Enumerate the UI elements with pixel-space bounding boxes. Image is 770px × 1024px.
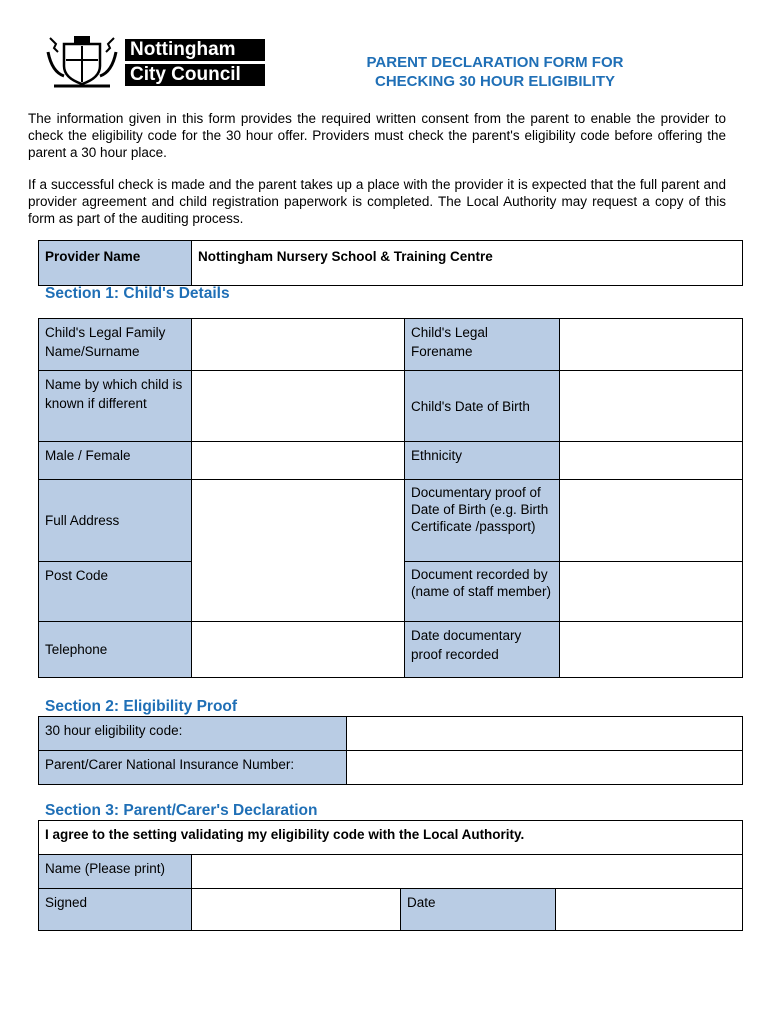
section-3-heading: Section 3: Parent/Carer's Declaration [45, 802, 318, 819]
logo-line-1: Nottingham [125, 39, 265, 61]
signed-label: Signed [39, 889, 192, 931]
telephone-label: Telephone [39, 622, 192, 678]
eligibility-code-label: 30 hour eligibility code: [39, 717, 347, 751]
print-name-label: Name (Please print) [39, 855, 192, 889]
ni-number-field[interactable] [347, 751, 743, 785]
eligibility-code-field[interactable] [347, 717, 743, 751]
signature-field[interactable] [192, 889, 401, 931]
address-field[interactable] [192, 480, 405, 622]
title-line-2: CHECKING 30 HOUR ELIGIBILITY [374, 73, 616, 90]
print-name-field[interactable] [192, 855, 743, 889]
logo-line-2: City Council [125, 64, 265, 86]
page-header [0, 0, 770, 100]
provider-table [38, 240, 743, 286]
date-field[interactable] [556, 889, 743, 931]
doc-recorded-field[interactable] [560, 562, 743, 622]
forename-label: Child's Legal Forename [405, 319, 560, 371]
page-title [305, 53, 685, 91]
gender-label: Male / Female [39, 442, 192, 480]
dob-label: Child's Date of Birth [405, 371, 560, 442]
doc-proof-label: Documentary proof of Date of Birth (e.g. Birth Certificate /passport) [405, 480, 560, 562]
provider-name-value[interactable]: Nottingham Nursery School & Training Centre [192, 241, 743, 286]
ni-number-label: Parent/Carer National Insurance Number: [39, 751, 347, 785]
postcode-label: Post Code [39, 562, 192, 622]
date-label: Date [401, 889, 556, 931]
title-line-1: PARENT DECLARATION FORM FOR [366, 54, 624, 71]
child-details-table [38, 318, 743, 678]
intro-paragraph-1: The information given in this form provides the required written consent from the parent to enable the provider to check the eligibility code for the 30 hour offer. Providers must check the parent's eligibility code before offering the parent a 30 hour place. [28, 111, 726, 160]
date-recorded-field[interactable] [560, 622, 743, 678]
declaration-table [38, 820, 743, 931]
ethnicity-field[interactable] [560, 442, 743, 480]
gender-field[interactable] [192, 442, 405, 480]
section-2-heading: Section 2: Eligibility Proof [45, 698, 238, 715]
dob-field[interactable] [560, 371, 743, 442]
council-logo [125, 39, 265, 89]
intro-paragraph-2: If a successful check is made and the parent takes up a place with the provider it is expected that the full parent and provider agreement and child registration paperwork is completed. The Local Authority may request a copy of this form as part of the auditing process. [28, 177, 726, 226]
forename-field[interactable] [560, 319, 743, 371]
known-as-label: Name by which child is known if different [39, 371, 192, 442]
telephone-field[interactable] [192, 622, 405, 678]
eligibility-table [38, 716, 743, 785]
family-name-field[interactable] [192, 319, 405, 371]
family-name-label: Child's Legal Family Name/Surname [39, 319, 192, 371]
date-recorded-label: Date documentary proof recorded [405, 622, 560, 678]
address-label: Full Address [39, 480, 192, 562]
council-crest-icon [42, 32, 122, 92]
known-as-field[interactable] [192, 371, 405, 442]
ethnicity-label: Ethnicity [405, 442, 560, 480]
section-1-heading: Section 1: Child's Details [45, 285, 230, 302]
doc-proof-field[interactable] [560, 480, 743, 562]
declaration-statement: I agree to the setting validating my eligibility code with the Local Authority. [39, 821, 743, 855]
provider-name-label: Provider Name [39, 241, 192, 286]
doc-recorded-label: Document recorded by (name of staff member) [405, 562, 560, 622]
